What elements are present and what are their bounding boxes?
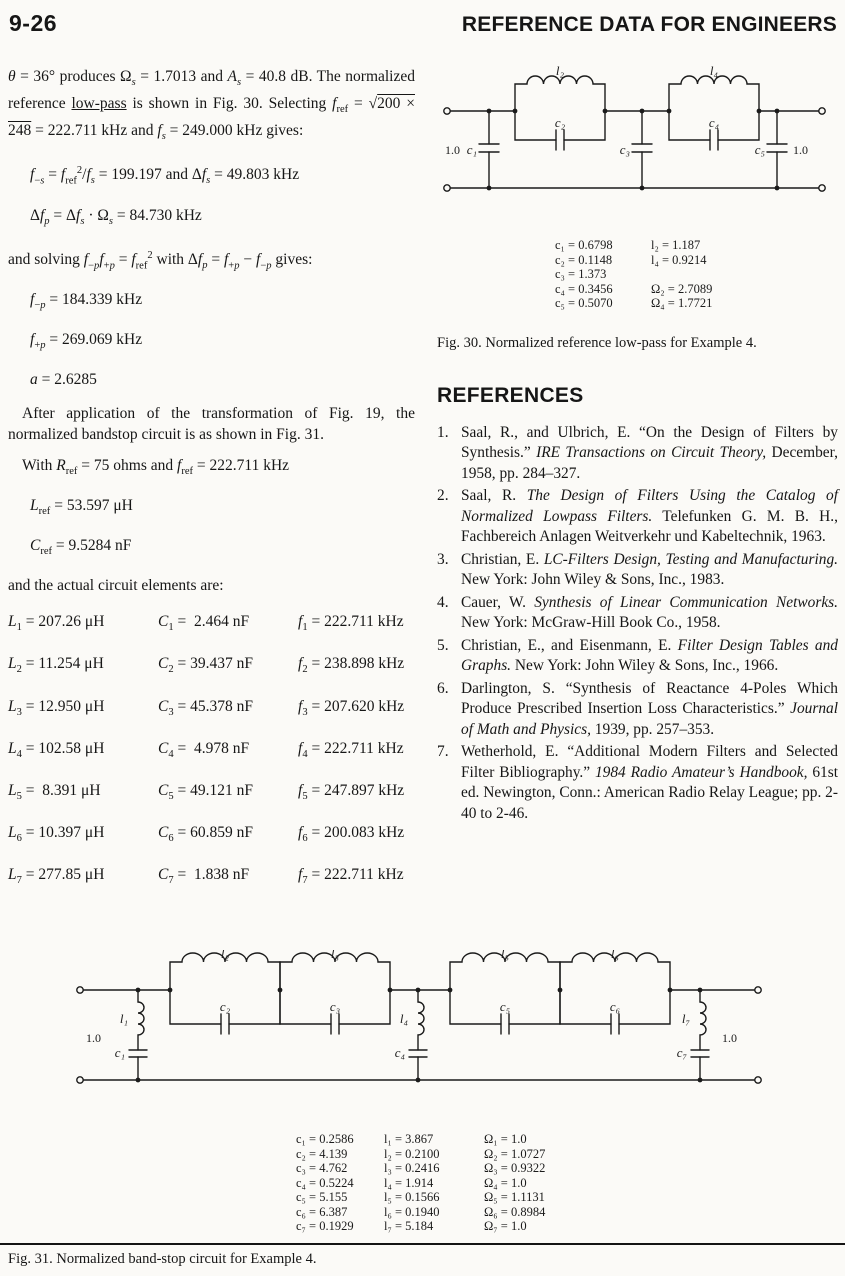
reference-item <box>437 742 838 824</box>
component-value: l₅ = 0.1566 <box>384 1190 440 1204</box>
frequency-value: $f_5 = 247.897$ kHz <box>298 781 405 802</box>
component-value: l₄ = 0.9214 <box>651 252 707 267</box>
paragraph-actual-elements: and the actual circuit elements are: <box>8 577 224 595</box>
paragraph-solving: and solving $f_{-p}f_{+p} = f_{ref}^2$ with $\Delta f_p = f_{+p} - f_{-p}$ gives: <box>8 249 313 271</box>
component-value: Ω₄ = 1.0 <box>484 1175 527 1190</box>
lowpass-circuit-diagram <box>437 66 832 228</box>
references-heading: REFERENCES <box>437 383 584 407</box>
inductance-value: $L_5 = 8.391$ μH <box>8 781 101 802</box>
equation-f-minus-p: $f_{-p} = 184.339$ kHz <box>30 290 143 311</box>
series-branch-l7-c7 <box>691 990 709 1080</box>
capacitance-value: $C_7 = 1.838$ nF <box>158 865 250 886</box>
value-row <box>555 253 838 268</box>
inductance-value: $L_7 = 277.85$ μH <box>8 865 105 886</box>
element-row-2 <box>8 653 415 680</box>
parallel-resonator-l6-c6 <box>560 953 670 1034</box>
label-l4: l₄ <box>709 66 719 78</box>
terminal-icon <box>755 987 761 993</box>
frequency-value: $f_3 = 207.620$ kHz <box>298 697 405 718</box>
element-row-6 <box>8 822 415 849</box>
capacitance-value: $C_2 = 39.437$ nF <box>158 655 253 676</box>
label-l4: l₄ <box>399 1011 408 1026</box>
value-row <box>296 1205 580 1220</box>
terminal-icon <box>755 1077 761 1083</box>
fig30-component-values <box>555 238 838 311</box>
element-row-5 <box>8 780 415 807</box>
component-value: l₁ = 3.867 <box>384 1132 434 1146</box>
reference-item <box>437 636 838 677</box>
terminal-icon <box>444 185 450 191</box>
reference-item <box>437 423 838 485</box>
reference-text: Cauer, W. Synthesis of Linear Communication Networks. New York: McGraw-Hill Book Co., 1958. <box>461 593 838 631</box>
component-value: Ω₇ = 1.0 <box>484 1219 527 1233</box>
component-value: l₂ = 1.187 <box>651 238 701 252</box>
frequency-value: $f_4 = 222.711$ kHz <box>298 739 404 760</box>
page-number: 9-26 <box>9 10 58 36</box>
fig31-component-values <box>296 1132 580 1234</box>
component-value: l₃ = 0.2416 <box>384 1161 440 1175</box>
component-value: l₆ = 0.1940 <box>384 1204 440 1219</box>
capacitance-value: $C_5 = 49.121$ nF <box>158 781 253 802</box>
equation-f-plus-p: $f_{+p} = 269.069$ kHz <box>30 330 143 352</box>
frequency-value: $f_7 = 222.711$ kHz <box>298 865 404 886</box>
label-l5: l₅ <box>500 950 510 961</box>
fig30-caption: Fig. 30. Normalized reference low-pass for Example 4. <box>437 334 757 351</box>
capacitance-value: $C_3 = 45.378$ nF <box>158 697 253 718</box>
parallel-resonator-l2-c2 <box>170 953 280 1034</box>
label-load-impedance: 1.0 <box>793 143 808 157</box>
inductance-value: $L_1 = 207.26$ μH <box>8 613 105 634</box>
terminal-icon <box>444 108 450 114</box>
parallel-resonator-l2-c2 <box>515 76 605 150</box>
reference-item <box>437 593 838 634</box>
reference-item <box>437 679 838 741</box>
component-value: c₂ = 4.139 <box>296 1146 348 1161</box>
reference-number: 5. <box>437 636 449 654</box>
equation-f-minus-s: $f_{-s} = f_{ref}^2/f_s = 199.197$ and $\Delta f_s = 49.803$ kHz <box>30 165 300 187</box>
paragraph-with-rref: With $R_{ref} = 75$ ohms and $f_{ref} = 222.711$ kHz <box>22 457 290 478</box>
label-l3: l₃ <box>330 950 340 961</box>
label-c2: c₂ <box>219 999 231 1014</box>
component-value: c₇ = 0.1929 <box>296 1219 354 1233</box>
element-row-4 <box>8 738 415 765</box>
page-bottom-rule <box>0 1243 845 1245</box>
component-value: c₂ = 0.1148 <box>555 252 613 267</box>
circuit-elements-table <box>8 611 415 891</box>
label-c2: c₂ <box>554 115 566 130</box>
reference-text: Christian, E. LC-Filters Design, Testing and Manufacturing. New York: John Wiley & Sons, Inc., 1983. <box>461 550 838 588</box>
terminal-icon <box>77 1077 83 1083</box>
value-row <box>555 282 838 297</box>
port-terminals <box>444 108 825 191</box>
capacitance-value: $C_4 = 4.978$ nF <box>158 739 250 760</box>
label-c1: c₁ <box>466 142 477 157</box>
reference-text: Saal, R. The Design of Filters Using the Catalog of Normalized Lowpass Filters. Telefunken G. M. B. H., Fachbereich Anlagen Weitverkehr und Kabeltechnik, 1963. <box>461 487 839 545</box>
label-load-impedance: 1.0 <box>722 1031 737 1045</box>
reference-text: Wetherhold, E. “Additional Modern Filters and Selected Filter Bibliography.” 1984 Radio Amateur’s Handbook, 61st ed. Newington, Conn.: American Radio Relay League; pp. 2-40 to 2-46. <box>461 743 838 822</box>
component-value: Ω₆ = 0.8984 <box>484 1204 546 1219</box>
fig31-caption: Fig. 31. Normalized band-stop circuit for Example 4. <box>8 1251 317 1267</box>
component-value: Ω₂ = 2.7089 <box>651 281 713 296</box>
reference-number: 3. <box>437 550 449 568</box>
reference-number: 1. <box>437 423 449 441</box>
capacitance-value: $C_6 = 60.859$ nF <box>158 823 253 844</box>
label-l2: l₂ <box>220 950 230 961</box>
page-title: REFERENCE DATA FOR ENGINEERS <box>461 13 837 36</box>
equation-c-ref: $C_{ref} = 9.5284$ nF <box>30 537 132 558</box>
references-list <box>437 423 838 825</box>
reference-text: Darlington, S. “Synthesis of Reactance 4-Poles Which Produce Prescribed Insertion Loss Characteristics.” Journal of Math and Physics, 1939, pp. 257–353. <box>461 679 838 738</box>
page-header <box>9 10 837 37</box>
terminal-icon <box>819 185 825 191</box>
equation-l-ref: $L_{ref} = 53.597$ μH <box>30 497 133 518</box>
reference-text: Saal, R., and Ulbrich, E. “On the Design of Filters by Synthesis.” IRE Transactions on Circuit Theory, December, 1958, pp. 284–327. <box>461 423 838 482</box>
label-l7: l₇ <box>681 1011 690 1026</box>
fig31-section <box>70 950 770 1120</box>
component-value: c₁ = 0.6798 <box>555 238 613 252</box>
component-value: l₇ = 5.184 <box>384 1219 434 1233</box>
component-value <box>651 267 747 282</box>
terminal-icon <box>819 108 825 114</box>
component-value: Ω₂ = 1.0727 <box>484 1146 546 1161</box>
parallel-resonator-l3-c3 <box>280 953 390 1034</box>
paragraph-transformation: After application of the transformation of Fig. 19, the normalized bandstop circuit is as shown in Fig. 31. <box>8 405 415 444</box>
left-column <box>8 66 415 906</box>
label-c3: c₃ <box>619 142 630 157</box>
right-column <box>437 66 838 826</box>
bandstop-circuit-diagram <box>70 950 770 1120</box>
element-row-3 <box>8 696 415 723</box>
component-value: c₅ = 5.155 <box>296 1190 348 1204</box>
value-row <box>296 1176 580 1191</box>
label-c7: c₇ <box>676 1045 687 1060</box>
inductance-value: $L_2 = 11.254$ μH <box>8 655 104 676</box>
label-c5: c₅ <box>499 999 511 1014</box>
label-c3: c₃ <box>329 999 341 1014</box>
label-source-impedance: 1.0 <box>86 1031 101 1045</box>
value-row <box>296 1147 580 1162</box>
element-row-7 <box>8 864 415 891</box>
junction-dots <box>487 109 780 191</box>
label-l2: l₂ <box>555 66 565 78</box>
component-value: c₃ = 4.762 <box>296 1161 348 1175</box>
component-value: Ω₅ = 1.1131 <box>484 1190 545 1204</box>
reference-item <box>437 550 838 591</box>
component-value: Ω₄ = 1.7721 <box>651 296 713 310</box>
reference-item <box>437 486 838 548</box>
frequency-value: $f_1 = 222.711$ kHz <box>298 613 404 634</box>
paragraph-intro: θ = 36° produces $\Omega_s = 1.7013$ and $A_s = 40.8$ dB. The normalized reference low-pass is shown in Fig. 30. Selecting $f_{ref} = √200 \times 248 = 222.711$ kHz and $f_s = 249.000$ kHz gives: <box>8 68 415 143</box>
value-row <box>555 267 838 282</box>
equation-a: a = 2.6285 <box>30 371 97 389</box>
reference-text: Christian, E., and Eisenmann, E. Filter Design Tables and Graphs. New York: John Wiley & Sons, Inc., 1966. <box>461 636 838 674</box>
component-value: c₄ = 0.5224 <box>296 1175 354 1190</box>
parallel-resonator-l4-c4 <box>669 76 759 150</box>
inductance-value: $L_3 = 12.950$ μH <box>8 697 105 718</box>
inductance-value: $L_4 = 102.58$ μH <box>8 739 105 760</box>
terminal-icon <box>77 987 83 993</box>
capacitance-value: $C_1 = 2.464$ nF <box>158 613 250 634</box>
value-row <box>296 1219 580 1234</box>
value-row <box>555 238 838 253</box>
series-branch-l1-c1 <box>129 990 147 1080</box>
label-l1: l₁ <box>119 1011 128 1026</box>
label-c1: c₁ <box>114 1045 125 1060</box>
label-c5: c₅ <box>754 142 765 157</box>
component-value: Ω₃ = 0.9322 <box>484 1161 546 1175</box>
label-source-impedance: 1.0 <box>445 143 460 157</box>
value-row <box>296 1190 580 1205</box>
component-value: c₅ = 0.5070 <box>555 296 613 310</box>
label-c6: c₆ <box>609 999 621 1014</box>
reference-number: 7. <box>437 743 449 760</box>
reference-number: 6. <box>437 679 449 697</box>
component-value: l₄ = 1.914 <box>384 1175 434 1190</box>
frequency-value: $f_6 = 200.083$ kHz <box>298 823 405 844</box>
component-value: l₂ = 0.2100 <box>384 1146 440 1161</box>
value-row <box>296 1161 580 1176</box>
series-branch-l4-c4 <box>409 990 427 1080</box>
label-c4: c₄ <box>708 115 720 130</box>
shunt-capacitor-c1 <box>479 111 499 188</box>
component-value: c₆ = 6.387 <box>296 1204 348 1219</box>
inductance-value: $L_6 = 10.397$ μH <box>8 823 105 844</box>
component-value: c₃ = 1.373 <box>555 267 607 281</box>
label-l6: l₆ <box>610 950 620 961</box>
component-value: c₄ = 0.3456 <box>555 281 613 296</box>
shunt-capacitor-c5 <box>767 111 787 188</box>
label-c4: c₄ <box>394 1045 405 1060</box>
frequency-value: $f_2 = 238.898$ kHz <box>298 655 405 676</box>
value-row <box>296 1132 580 1147</box>
shunt-capacitor-c3 <box>632 111 652 188</box>
parallel-resonator-l5-c5 <box>450 953 560 1034</box>
component-value: c₁ = 0.2586 <box>296 1132 354 1146</box>
reference-number: 2. <box>437 487 449 504</box>
equation-delta-fp: $\Delta f_p = \Delta f_s \cdot \Omega_s = 84.730$ kHz <box>30 206 202 227</box>
value-row <box>555 296 838 311</box>
element-row-1 <box>8 611 415 638</box>
reference-number: 4. <box>437 593 449 611</box>
component-value: Ω₁ = 1.0 <box>484 1132 527 1146</box>
